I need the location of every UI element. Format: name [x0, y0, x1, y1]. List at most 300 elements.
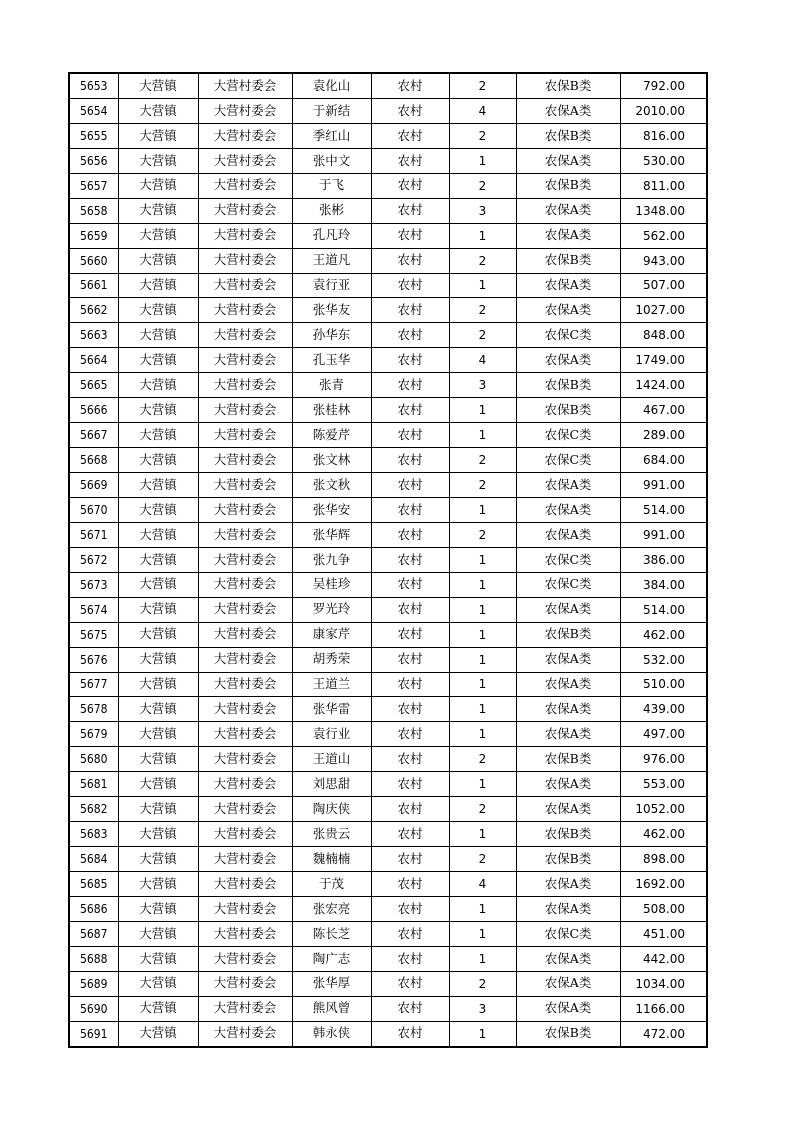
cell-serial-number: 5669: [69, 473, 118, 498]
cell-town: 大营镇: [118, 223, 198, 248]
cell-amount: 514.00: [620, 497, 707, 522]
cell-person-name: 康家芹: [292, 622, 371, 647]
cell-area-type: 农村: [371, 822, 449, 847]
cell-area-type: 农村: [371, 398, 449, 423]
table-row: [69, 73, 707, 98]
cell-amount: 991.00: [620, 522, 707, 547]
cell-amount: 811.00: [620, 173, 707, 198]
cell-household-count: 4: [449, 348, 516, 373]
cell-serial-number: 5691: [69, 1021, 118, 1046]
cell-area-type: 农村: [371, 996, 449, 1021]
cell-person-name: 张文林: [292, 448, 371, 473]
cell-village-committee: 大营村委会: [198, 597, 292, 622]
cell-serial-number: 5671: [69, 522, 118, 547]
cell-town: 大营镇: [118, 547, 198, 572]
cell-serial-number: 5657: [69, 173, 118, 198]
cell-household-count: 2: [449, 971, 516, 996]
cell-person-name: 陈爱芹: [292, 423, 371, 448]
cell-amount: 442.00: [620, 946, 707, 971]
cell-person-name: 刘思甜: [292, 772, 371, 797]
cell-amount: 507.00: [620, 273, 707, 298]
table-row: [69, 198, 707, 223]
cell-village-committee: 大营村委会: [198, 896, 292, 921]
cell-serial-number: 5688: [69, 946, 118, 971]
cell-town: 大营镇: [118, 522, 198, 547]
cell-village-committee: 大营村委会: [198, 797, 292, 822]
table-row: [69, 797, 707, 822]
cell-person-name: 吴桂珍: [292, 572, 371, 597]
table-row: [69, 772, 707, 797]
cell-insurance-category: 农保A类: [516, 298, 620, 323]
cell-town: 大营镇: [118, 797, 198, 822]
cell-village-committee: 大营村委会: [198, 198, 292, 223]
cell-insurance-category: 农保A类: [516, 946, 620, 971]
cell-household-count: 1: [449, 597, 516, 622]
cell-area-type: 农村: [371, 1021, 449, 1046]
table-row: [69, 672, 707, 697]
cell-insurance-category: 农保B类: [516, 173, 620, 198]
cell-household-count: 3: [449, 198, 516, 223]
cell-household-count: 2: [449, 323, 516, 348]
cell-village-committee: 大营村委会: [198, 148, 292, 173]
cell-town: 大营镇: [118, 423, 198, 448]
cell-town: 大营镇: [118, 946, 198, 971]
cell-serial-number: 5663: [69, 323, 118, 348]
cell-household-count: 2: [449, 522, 516, 547]
cell-town: 大营镇: [118, 323, 198, 348]
cell-household-count: 3: [449, 373, 516, 398]
cell-insurance-category: 农保A类: [516, 473, 620, 498]
cell-household-count: 2: [449, 747, 516, 772]
cell-household-count: 2: [449, 797, 516, 822]
cell-household-count: 2: [449, 173, 516, 198]
cell-person-name: 张中文: [292, 148, 371, 173]
cell-household-count: 4: [449, 98, 516, 123]
cell-insurance-category: 农保A类: [516, 597, 620, 622]
table-row: [69, 423, 707, 448]
cell-town: 大营镇: [118, 98, 198, 123]
cell-amount: 1424.00: [620, 373, 707, 398]
cell-person-name: 罗光玲: [292, 597, 371, 622]
cell-town: 大营镇: [118, 672, 198, 697]
roster-body: [69, 73, 707, 1047]
cell-town: 大营镇: [118, 996, 198, 1021]
cell-household-count: 3: [449, 996, 516, 1021]
cell-person-name: 王道山: [292, 747, 371, 772]
cell-amount: 384.00: [620, 572, 707, 597]
cell-serial-number: 5659: [69, 223, 118, 248]
cell-serial-number: 5683: [69, 822, 118, 847]
cell-area-type: 农村: [371, 522, 449, 547]
cell-insurance-category: 农保A类: [516, 797, 620, 822]
cell-amount: 1692.00: [620, 872, 707, 897]
cell-village-committee: 大营村委会: [198, 697, 292, 722]
cell-household-count: 1: [449, 822, 516, 847]
cell-household-count: 2: [449, 298, 516, 323]
cell-village-committee: 大营村委会: [198, 747, 292, 772]
cell-area-type: 农村: [371, 872, 449, 897]
cell-insurance-category: 农保C类: [516, 547, 620, 572]
cell-area-type: 农村: [371, 497, 449, 522]
cell-area-type: 农村: [371, 123, 449, 148]
cell-person-name: 孙华东: [292, 323, 371, 348]
cell-serial-number: 5666: [69, 398, 118, 423]
cell-town: 大营镇: [118, 647, 198, 672]
cell-insurance-category: 农保B类: [516, 248, 620, 273]
cell-household-count: 1: [449, 921, 516, 946]
cell-town: 大营镇: [118, 73, 198, 98]
cell-insurance-category: 农保A类: [516, 896, 620, 921]
table-row: [69, 996, 707, 1021]
cell-person-name: 张彬: [292, 198, 371, 223]
cell-village-committee: 大营村委会: [198, 772, 292, 797]
cell-insurance-category: 农保B类: [516, 822, 620, 847]
cell-amount: 386.00: [620, 547, 707, 572]
cell-village-committee: 大营村委会: [198, 497, 292, 522]
cell-village-committee: 大营村委会: [198, 822, 292, 847]
cell-household-count: 1: [449, 697, 516, 722]
cell-village-committee: 大营村委会: [198, 921, 292, 946]
cell-area-type: 农村: [371, 373, 449, 398]
cell-town: 大营镇: [118, 1021, 198, 1046]
cell-town: 大营镇: [118, 722, 198, 747]
cell-serial-number: 5673: [69, 572, 118, 597]
cell-serial-number: 5653: [69, 73, 118, 98]
cell-village-committee: 大营村委会: [198, 722, 292, 747]
cell-person-name: 张华友: [292, 298, 371, 323]
cell-person-name: 陶庆侠: [292, 797, 371, 822]
cell-area-type: 农村: [371, 98, 449, 123]
cell-amount: 532.00: [620, 647, 707, 672]
cell-insurance-category: 农保A类: [516, 971, 620, 996]
cell-village-committee: 大营村委会: [198, 73, 292, 98]
cell-serial-number: 5658: [69, 198, 118, 223]
cell-insurance-category: 农保A类: [516, 647, 620, 672]
cell-village-committee: 大营村委会: [198, 123, 292, 148]
table-row: [69, 398, 707, 423]
cell-amount: 510.00: [620, 672, 707, 697]
cell-village-committee: 大营村委会: [198, 98, 292, 123]
cell-person-name: 于飞: [292, 173, 371, 198]
cell-insurance-category: 农保A类: [516, 996, 620, 1021]
cell-town: 大营镇: [118, 747, 198, 772]
table-row: [69, 971, 707, 996]
table-row: [69, 223, 707, 248]
cell-serial-number: 5685: [69, 872, 118, 897]
cell-household-count: 1: [449, 722, 516, 747]
cell-town: 大营镇: [118, 273, 198, 298]
cell-insurance-category: 农保B类: [516, 123, 620, 148]
cell-person-name: 袁行业: [292, 722, 371, 747]
cell-serial-number: 5664: [69, 348, 118, 373]
cell-person-name: 张华辉: [292, 522, 371, 547]
table-row: [69, 373, 707, 398]
cell-town: 大营镇: [118, 298, 198, 323]
cell-insurance-category: 农保C类: [516, 323, 620, 348]
cell-area-type: 农村: [371, 697, 449, 722]
cell-town: 大营镇: [118, 921, 198, 946]
cell-amount: 462.00: [620, 622, 707, 647]
cell-serial-number: 5676: [69, 647, 118, 672]
cell-person-name: 胡秀荣: [292, 647, 371, 672]
cell-village-committee: 大营村委会: [198, 847, 292, 872]
cell-town: 大营镇: [118, 822, 198, 847]
cell-village-committee: 大营村委会: [198, 273, 292, 298]
cell-village-committee: 大营村委会: [198, 522, 292, 547]
cell-household-count: 1: [449, 896, 516, 921]
cell-serial-number: 5670: [69, 497, 118, 522]
cell-town: 大营镇: [118, 772, 198, 797]
table-row: [69, 547, 707, 572]
cell-village-committee: 大营村委会: [198, 173, 292, 198]
cell-amount: 562.00: [620, 223, 707, 248]
cell-area-type: 农村: [371, 946, 449, 971]
cell-household-count: 1: [449, 223, 516, 248]
cell-serial-number: 5674: [69, 597, 118, 622]
cell-insurance-category: 农保B类: [516, 398, 620, 423]
cell-area-type: 农村: [371, 148, 449, 173]
cell-area-type: 农村: [371, 896, 449, 921]
table-row: [69, 348, 707, 373]
cell-town: 大营镇: [118, 697, 198, 722]
cell-amount: 467.00: [620, 398, 707, 423]
cell-insurance-category: 农保A类: [516, 772, 620, 797]
cell-amount: 976.00: [620, 747, 707, 772]
cell-person-name: 张九争: [292, 547, 371, 572]
cell-amount: 1749.00: [620, 348, 707, 373]
cell-village-committee: 大营村委会: [198, 423, 292, 448]
table-row: [69, 747, 707, 772]
cell-amount: 553.00: [620, 772, 707, 797]
table-row: [69, 722, 707, 747]
cell-village-committee: 大营村委会: [198, 448, 292, 473]
cell-area-type: 农村: [371, 722, 449, 747]
cell-household-count: 1: [449, 772, 516, 797]
cell-insurance-category: 农保A类: [516, 672, 620, 697]
cell-insurance-category: 农保B类: [516, 622, 620, 647]
cell-area-type: 农村: [371, 198, 449, 223]
cell-town: 大营镇: [118, 373, 198, 398]
table-row: [69, 822, 707, 847]
cell-area-type: 农村: [371, 547, 449, 572]
cell-serial-number: 5667: [69, 423, 118, 448]
cell-person-name: 张宏亮: [292, 896, 371, 921]
cell-town: 大营镇: [118, 847, 198, 872]
cell-area-type: 农村: [371, 772, 449, 797]
table-row: [69, 148, 707, 173]
cell-serial-number: 5668: [69, 448, 118, 473]
cell-area-type: 农村: [371, 747, 449, 772]
cell-insurance-category: 农保A类: [516, 223, 620, 248]
cell-village-committee: 大营村委会: [198, 647, 292, 672]
cell-serial-number: 5656: [69, 148, 118, 173]
cell-person-name: 张华安: [292, 497, 371, 522]
cell-area-type: 农村: [371, 597, 449, 622]
cell-person-name: 陈长芝: [292, 921, 371, 946]
cell-person-name: 季红山: [292, 123, 371, 148]
cell-amount: 439.00: [620, 697, 707, 722]
cell-insurance-category: 农保B类: [516, 373, 620, 398]
cell-village-committee: 大营村委会: [198, 971, 292, 996]
cell-serial-number: 5660: [69, 248, 118, 273]
cell-town: 大营镇: [118, 473, 198, 498]
cell-person-name: 韩永侠: [292, 1021, 371, 1046]
cell-amount: 1034.00: [620, 971, 707, 996]
table-row: [69, 448, 707, 473]
cell-town: 大营镇: [118, 872, 198, 897]
cell-person-name: 袁行亚: [292, 273, 371, 298]
cell-town: 大营镇: [118, 148, 198, 173]
cell-amount: 1348.00: [620, 198, 707, 223]
cell-amount: 898.00: [620, 847, 707, 872]
cell-village-committee: 大营村委会: [198, 473, 292, 498]
cell-household-count: 1: [449, 1021, 516, 1046]
cell-serial-number: 5690: [69, 996, 118, 1021]
cell-area-type: 农村: [371, 622, 449, 647]
cell-amount: 514.00: [620, 597, 707, 622]
cell-person-name: 于茂: [292, 872, 371, 897]
table-row: [69, 248, 707, 273]
cell-person-name: 魏楠楠: [292, 847, 371, 872]
cell-serial-number: 5682: [69, 797, 118, 822]
table-row: [69, 522, 707, 547]
cell-village-committee: 大营村委会: [198, 547, 292, 572]
cell-town: 大营镇: [118, 448, 198, 473]
cell-household-count: 2: [449, 73, 516, 98]
cell-area-type: 农村: [371, 323, 449, 348]
table-row: [69, 497, 707, 522]
cell-town: 大营镇: [118, 971, 198, 996]
cell-village-committee: 大营村委会: [198, 1021, 292, 1046]
cell-insurance-category: 农保C类: [516, 921, 620, 946]
cell-serial-number: 5654: [69, 98, 118, 123]
cell-village-committee: 大营村委会: [198, 672, 292, 697]
cell-serial-number: 5661: [69, 273, 118, 298]
cell-insurance-category: 农保A类: [516, 872, 620, 897]
cell-household-count: 1: [449, 622, 516, 647]
cell-household-count: 1: [449, 423, 516, 448]
cell-amount: 684.00: [620, 448, 707, 473]
cell-village-committee: 大营村委会: [198, 373, 292, 398]
table-row: [69, 98, 707, 123]
cell-person-name: 王道凡: [292, 248, 371, 273]
cell-household-count: 1: [449, 148, 516, 173]
cell-village-committee: 大营村委会: [198, 398, 292, 423]
cell-insurance-category: 农保B类: [516, 73, 620, 98]
cell-area-type: 农村: [371, 348, 449, 373]
cell-amount: 792.00: [620, 73, 707, 98]
cell-area-type: 农村: [371, 298, 449, 323]
cell-area-type: 农村: [371, 647, 449, 672]
cell-household-count: 2: [449, 847, 516, 872]
cell-town: 大营镇: [118, 597, 198, 622]
cell-serial-number: 5662: [69, 298, 118, 323]
cell-village-committee: 大营村委会: [198, 946, 292, 971]
cell-household-count: 1: [449, 572, 516, 597]
cell-area-type: 农村: [371, 847, 449, 872]
cell-household-count: 2: [449, 473, 516, 498]
cell-town: 大营镇: [118, 348, 198, 373]
cell-amount: 1166.00: [620, 996, 707, 1021]
cell-village-committee: 大营村委会: [198, 348, 292, 373]
cell-area-type: 农村: [371, 672, 449, 697]
cell-village-committee: 大营村委会: [198, 248, 292, 273]
cell-household-count: 1: [449, 273, 516, 298]
cell-village-committee: 大营村委会: [198, 872, 292, 897]
cell-serial-number: 5680: [69, 747, 118, 772]
cell-village-committee: 大营村委会: [198, 323, 292, 348]
cell-amount: 1027.00: [620, 298, 707, 323]
cell-person-name: 袁化山: [292, 73, 371, 98]
cell-town: 大营镇: [118, 173, 198, 198]
cell-insurance-category: 农保C类: [516, 572, 620, 597]
cell-town: 大营镇: [118, 622, 198, 647]
table-row: [69, 572, 707, 597]
cell-household-count: 2: [449, 248, 516, 273]
cell-serial-number: 5665: [69, 373, 118, 398]
table-row: [69, 946, 707, 971]
table-row: [69, 697, 707, 722]
cell-area-type: 农村: [371, 273, 449, 298]
cell-area-type: 农村: [371, 223, 449, 248]
cell-village-committee: 大营村委会: [198, 223, 292, 248]
cell-serial-number: 5686: [69, 896, 118, 921]
cell-amount: 1052.00: [620, 797, 707, 822]
cell-area-type: 农村: [371, 797, 449, 822]
cell-town: 大营镇: [118, 896, 198, 921]
cell-household-count: 1: [449, 946, 516, 971]
cell-area-type: 农村: [371, 473, 449, 498]
cell-insurance-category: 农保C类: [516, 423, 620, 448]
cell-area-type: 农村: [371, 248, 449, 273]
cell-person-name: 张华雷: [292, 697, 371, 722]
cell-amount: 289.00: [620, 423, 707, 448]
subsidy-roster-table: [68, 72, 708, 1048]
cell-serial-number: 5689: [69, 971, 118, 996]
cell-serial-number: 5655: [69, 123, 118, 148]
cell-insurance-category: 农保C类: [516, 448, 620, 473]
cell-village-committee: 大营村委会: [198, 996, 292, 1021]
cell-serial-number: 5678: [69, 697, 118, 722]
cell-amount: 816.00: [620, 123, 707, 148]
cell-amount: 530.00: [620, 148, 707, 173]
cell-insurance-category: 农保B类: [516, 747, 620, 772]
table-row: [69, 896, 707, 921]
cell-village-committee: 大营村委会: [198, 572, 292, 597]
cell-area-type: 农村: [371, 921, 449, 946]
cell-person-name: 孔凡玲: [292, 223, 371, 248]
cell-area-type: 农村: [371, 572, 449, 597]
cell-area-type: 农村: [371, 173, 449, 198]
cell-amount: 2010.00: [620, 98, 707, 123]
table-row: [69, 473, 707, 498]
cell-insurance-category: 农保A类: [516, 497, 620, 522]
cell-town: 大营镇: [118, 398, 198, 423]
cell-area-type: 农村: [371, 423, 449, 448]
cell-insurance-category: 农保A类: [516, 148, 620, 173]
cell-person-name: 张贵云: [292, 822, 371, 847]
table-row: [69, 847, 707, 872]
cell-person-name: 于新结: [292, 98, 371, 123]
cell-amount: 991.00: [620, 473, 707, 498]
table-row: [69, 173, 707, 198]
cell-serial-number: 5679: [69, 722, 118, 747]
cell-insurance-category: 农保A类: [516, 198, 620, 223]
cell-person-name: 陶广志: [292, 946, 371, 971]
cell-area-type: 农村: [371, 448, 449, 473]
cell-person-name: 王道兰: [292, 672, 371, 697]
cell-person-name: 熊风曾: [292, 996, 371, 1021]
